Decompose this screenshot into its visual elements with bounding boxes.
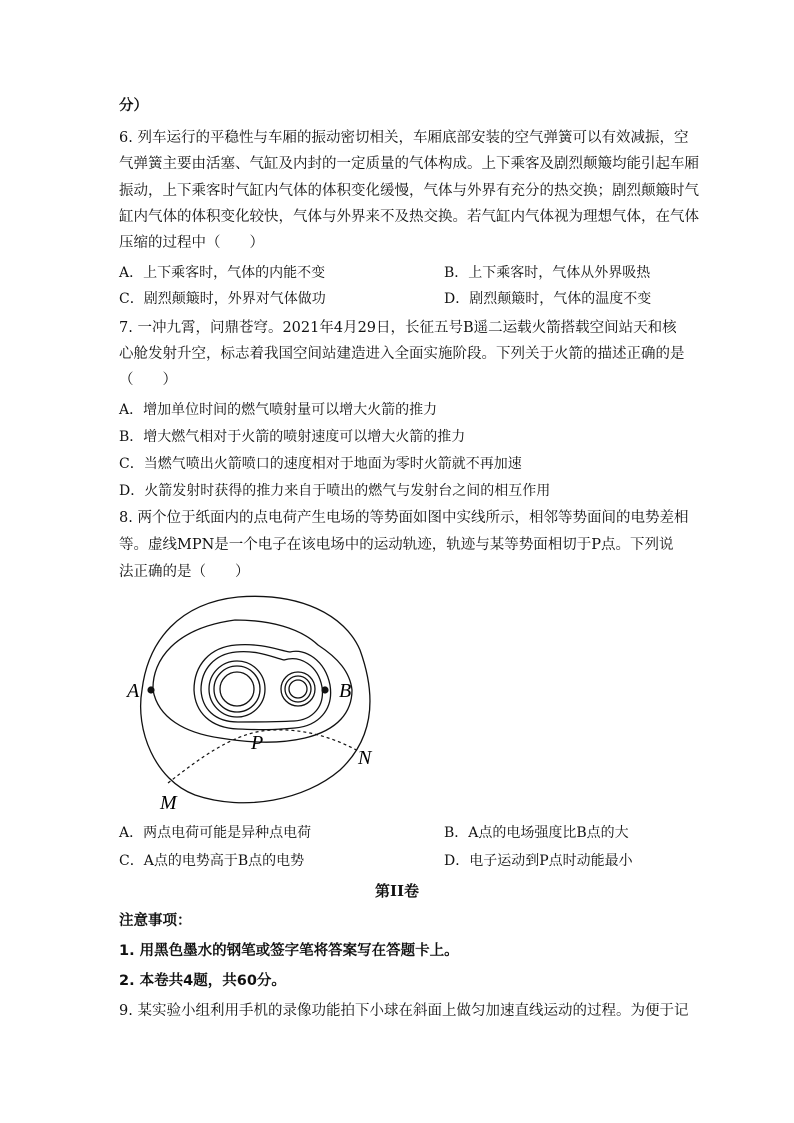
q8-line-2: 等。虚线MPN是一个电子在该电场中的运动轨迹，轨迹与某等势面相切于P点。下列说: [119, 537, 674, 553]
q7-option-d: D．火箭发射时获得的推力来自于喷出的燃气与发射台之间的相互作用: [119, 483, 551, 499]
notice-heading: 注意事项：: [119, 913, 192, 929]
label-p: P: [251, 732, 264, 754]
label-n: N: [358, 747, 372, 769]
q9-line-1: 9. 某实验小组利用手机的录像功能拍下小球在斜面上做匀加速直线运动的过程。为便于记: [119, 1003, 689, 1019]
previous-question-fragment: 分）: [119, 98, 148, 114]
q7-option-a: A．增加单位时间的燃气喷射量可以增大火箭的推力: [119, 402, 438, 418]
q6-option-a: A．上下乘客时，气体的内能不变: [119, 265, 326, 281]
trajectory-mpn: [168, 730, 360, 783]
q6-line-4: 缸内气体的体积变化较快，气体与外界来不及热交换。若气缸内气体视为理想气体，在气体: [119, 209, 699, 225]
q6-option-b: B．上下乘客时，气体从外界吸热: [444, 265, 651, 281]
label-b: B: [339, 680, 352, 702]
left-charge-ring-3: [220, 672, 254, 706]
q7-line-2: 心舱发射升空，标志着我国空间站建造进入全面实施阶段。下列关于火箭的描述正确的是: [119, 346, 685, 362]
notice-item-2: 2. 本卷共4题，共60分。: [119, 973, 286, 989]
q6-option-d: D．剧烈颠簸时，气体的温度不变: [444, 291, 652, 307]
q8-option-d: D．电子运动到P点时动能最小: [444, 853, 633, 869]
q6-line-1: 6. 列车运行的平稳性与车厢的振动密切相关，车厢底部安装的空气弹簧可以有效减振，空: [119, 130, 689, 146]
point-b-dot: [321, 686, 328, 693]
left-charge-ring-1: [209, 661, 265, 717]
q8-option-a: A．两点电荷可能是异种点电荷: [119, 825, 312, 841]
q6-line-2: 气弹簧主要由活塞、气缸及内封的一定质量的气体构成。上下乘客及剧烈颠簸均能引起车厢: [119, 156, 699, 172]
label-a: A: [127, 680, 140, 702]
q8-line-1: 8. 两个位于纸面内的点电荷产生电场的等势面如图中实线所示，相邻等势面间的电势差相: [119, 510, 689, 526]
q7-option-b: B．增大燃气相对于火箭的喷射速度可以增大火箭的推力: [119, 429, 466, 445]
q7-line-1: 7. 一冲九霄，问鼎苍穹。2021年4月29日，长征五号B遥二运载火箭搭载空间站天和核: [119, 320, 677, 336]
label-m: M: [160, 792, 177, 814]
right-charge-ring-1: [281, 672, 315, 706]
q8-line-3: 法正确的是（ ）: [119, 564, 250, 580]
outer-equipotential-1: [141, 596, 370, 802]
q6-line-5: 压缩的过程中（ ）: [119, 235, 264, 251]
q6-line-3: 振动，上下乘客时气缸内气体的体积变化缓慢，气体与外界有充分的热交换；剧烈颠簸时气: [119, 183, 699, 199]
notice-item-1: 1. 用黑色墨水的钢笔或签字笔将答案写在答题卡上。: [119, 943, 459, 959]
point-a-dot: [147, 686, 154, 693]
q7-line-3: （ ）: [119, 372, 177, 388]
q8-option-c: C．A点的电势高于B点的电势: [119, 853, 305, 869]
left-charge-ring-2: [214, 666, 260, 712]
q8-option-b: B．A点的电场强度比B点的大: [444, 825, 629, 841]
q7-option-c: C．当燃气喷出火箭喷口的速度相对于地面为零时火箭就不再加速: [119, 456, 522, 472]
section-title: 第II卷: [374, 882, 420, 900]
right-charge-ring-3: [289, 680, 307, 698]
q6-option-c: C．剧烈颠簸时，外界对气体做功: [119, 291, 326, 307]
